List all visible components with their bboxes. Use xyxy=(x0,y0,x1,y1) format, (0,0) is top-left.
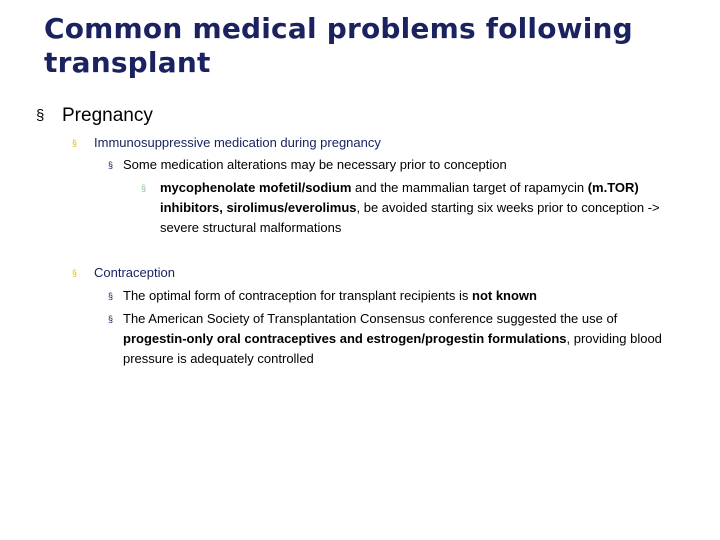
square-bullet-icon: § xyxy=(72,138,78,148)
immunosuppressive-heading: Immunosuppressive medication during pregnancy xyxy=(94,135,381,150)
bullet-immunosuppressive xyxy=(72,133,692,153)
square-bullet-icon: § xyxy=(36,107,45,124)
bullet-medication-alteration xyxy=(108,155,698,175)
square-bullet-icon: § xyxy=(108,160,114,170)
ast-consensus-end: , providing blood pressure is adequately controlled xyxy=(123,331,662,366)
mycophenolate-end: , be avoided starting six weeks prior to conception -> severe structural malformations xyxy=(160,200,660,235)
mycophenolate-bold: mycophenolate mofetil/sodium xyxy=(160,180,352,195)
square-bullet-icon: § xyxy=(108,314,114,324)
square-bullet-icon: § xyxy=(108,291,114,301)
medication-alteration-text: Some medication alterations may be necessary prior to conception xyxy=(123,157,507,172)
progestin-bold: progestin-only oral contraceptives and estrogen/progestin formulations xyxy=(123,331,567,346)
mycophenolate-mid: and the mammalian target of rapamycin xyxy=(351,180,588,195)
bullet-pregnancy xyxy=(36,104,153,128)
square-bullet-icon: § xyxy=(141,183,147,193)
bullet-mycophenolate-detail xyxy=(141,178,701,238)
not-known-bold: not known xyxy=(472,288,537,303)
mycophenolate-detail-text xyxy=(160,178,701,238)
optimal-form-text xyxy=(123,286,537,306)
optimal-form-main: The optimal form of contraception for transplant recipients is xyxy=(123,288,472,303)
contraception-heading: Contraception xyxy=(94,265,175,280)
square-bullet-icon: § xyxy=(72,268,78,278)
bullet-contraception xyxy=(72,263,692,283)
ast-consensus-text xyxy=(123,309,683,369)
bullet-ast-consensus xyxy=(108,309,683,369)
pregnancy-heading: Pregnancy xyxy=(62,105,153,126)
ast-consensus-main: The American Society of Transplantation Consensus conference suggested the use of xyxy=(123,311,618,326)
mtor-bold: (m.TOR) inhibitors, sirolimus/everolimus xyxy=(160,180,639,215)
bullet-optimal-form xyxy=(108,286,698,306)
slide-title: Common medical problems following transplant xyxy=(44,12,633,79)
